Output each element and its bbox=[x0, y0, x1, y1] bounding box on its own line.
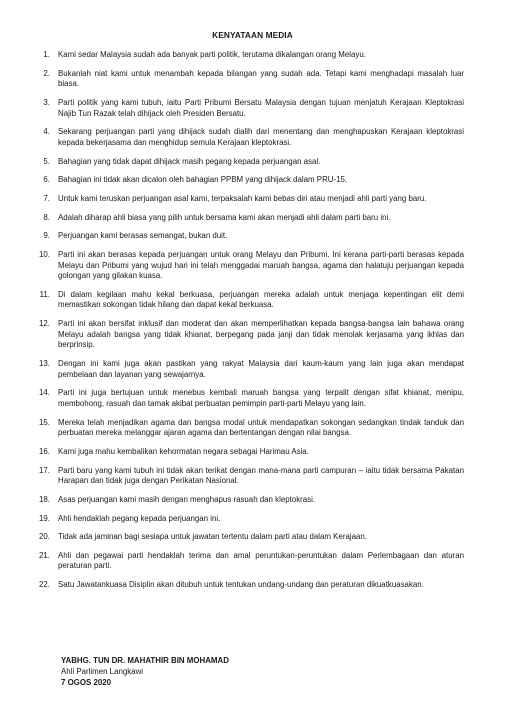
list-item bbox=[34, 69, 464, 90]
item-number: 3. bbox=[43, 97, 50, 107]
item-number: 21. bbox=[39, 550, 50, 560]
item-text: Asas perjuangan kami masih dengan menghapus rasuah dan kleptokrasi. bbox=[58, 494, 316, 504]
item-text: Sekarang perjuangan parti yang dihijack sudah dialih dari menentang dan menghapuskan Kerajaan kleptokrasi kepada bekerjasama dan menghidup semula Kerajaan kleptokrasi. bbox=[58, 127, 464, 147]
item-text: Satu Jawatankuasa Disiplin akan ditubuh untuk tentukan undang-undang dan peraturan dikuatkuasakan. bbox=[58, 580, 424, 590]
list-item bbox=[34, 231, 464, 242]
item-text: Kami juga mahu kembalikan kehormatan negara sebagai Harimau Asia. bbox=[58, 446, 309, 456]
item-number: 22. bbox=[39, 580, 50, 590]
list-item bbox=[34, 194, 464, 205]
list-item bbox=[34, 250, 464, 282]
list-item bbox=[34, 175, 464, 186]
signatory-name: YABHG. TUN DR. MAHATHIR BIN MOHAMAD bbox=[61, 656, 229, 665]
item-number: 6. bbox=[43, 175, 50, 185]
list-item bbox=[34, 514, 464, 525]
item-text: Parti ini akan berasas kepada perjuangan untuk orang Melayu dan Pribumi. Ini kerana parti-parti berasas kepada Melayu dan Pribumi yang wujud hari ini telah menggadai maruah bangsa, agama dan halatuju perjuangan kepada golongan yang gilakan kuasa. bbox=[58, 249, 464, 281]
list-item bbox=[34, 359, 464, 380]
statement-list bbox=[34, 50, 464, 599]
list-item bbox=[34, 388, 464, 409]
item-number: 5. bbox=[43, 156, 50, 166]
item-number: 20. bbox=[39, 532, 50, 542]
list-item bbox=[34, 213, 464, 224]
list-item bbox=[34, 466, 464, 487]
item-text: Ahli dan pegawai parti hendaklah terima dan amal peruntukan-peruntukan dalam Perlembagaan dan aturan peraturan parti. bbox=[58, 550, 464, 571]
document-title: KENYATAAN MEDIA bbox=[212, 30, 293, 40]
item-number: 16. bbox=[39, 446, 50, 456]
item-number: 11. bbox=[39, 289, 50, 299]
statement-date: 7 OGOS 2020 bbox=[61, 677, 112, 687]
list-item bbox=[34, 319, 464, 351]
item-text: Di dalam kegilaan mahu kekal berkuasa, perjuangan mereka adalah untuk menjaga kepentingan elit demi memastikan sokongan tidak hilang dan dapat kekal berkuasa. bbox=[58, 289, 464, 310]
list-item bbox=[34, 418, 464, 439]
item-number: 18. bbox=[39, 494, 50, 504]
item-text: Untuk kami teruskan perjuangan asal kami, terpaksalah kami bebas diri atau menjadi ahli parti yang baru. bbox=[58, 193, 427, 203]
list-item bbox=[34, 290, 464, 311]
list-item bbox=[34, 127, 464, 148]
list-item bbox=[34, 50, 464, 61]
item-text: Mereka telah menjadikan agama dan bangsa modal untuk mendapatkan sokongan sedangkan tindak tanduk dan perbuatan mereka melanggar ajaran agama dan bertentangan dengan nilai bangsa. bbox=[58, 417, 464, 438]
list-item bbox=[34, 157, 464, 168]
item-number: 17. bbox=[39, 465, 50, 475]
item-text: Parti ini juga bertujuan untuk menebus kembali maruah bangsa yang terpalit dengan sifat khianat, menipu, membohong, rasuah dan tamak akibat perbuatan pemimpin parti-parti Melayu yang lain. bbox=[58, 388, 464, 408]
item-text: Bukanlah niat kami untuk menambah kepada bilangan yang sudah ada. Tetapi kami menghadapi masalah luar biasa. bbox=[58, 68, 464, 89]
signature-block bbox=[61, 656, 229, 688]
item-text: Ahli hendaklah pegang kepada perjuangan ini. bbox=[58, 513, 221, 523]
item-text: Parti politik yang kami tubuh, iaitu Parti Pribumi Bersatu Malaysia dengan tujuan menjatuh Kerajaan Kleptokrasi Najib Tun Razak telah dihijack oleh Presiden Bersatu. bbox=[58, 97, 464, 118]
signatory-role: Ahli Parlimen Langkawi bbox=[61, 666, 144, 676]
list-item bbox=[34, 580, 464, 591]
item-number: 12. bbox=[39, 319, 50, 329]
list-item bbox=[34, 532, 464, 543]
item-text: Tidak ada jaminan bagi sesiapa untuk jawatan tertentu dalam parti atau dalam Kerajaan. bbox=[58, 532, 367, 542]
item-number: 9. bbox=[43, 231, 50, 241]
item-text: Dengan ini kami juga akan pastikan yang rakyat Malaysia dari kaum-kaum yang lain juga akan mendapat pembelaan dan layanan yang sewajarnya. bbox=[58, 359, 464, 379]
item-number: 19. bbox=[39, 513, 50, 523]
item-number: 14. bbox=[39, 388, 50, 398]
item-text: Perjuangan kami berasas semangat, bukan duit. bbox=[58, 231, 228, 241]
item-number: 13. bbox=[39, 359, 50, 368]
item-text: Adalah diharap ahli biasa yang pilih untuk bersama kami akan menjadi ahli dalam parti baru ini. bbox=[58, 212, 391, 222]
item-text: Bahagian ini tidak akan dicalon oleh bahagian PPBM yang dihijack dalam PRU-15. bbox=[58, 175, 348, 185]
list-item bbox=[34, 551, 464, 572]
item-text: Parti baru yang kami tubuh ini tidak akan terikat dengan mana-mana parti campuran – iaitu tidak bersama Pakatan Harapan dan tidak juga dengan Perikatan Nasional. bbox=[58, 465, 464, 486]
item-number: 10. bbox=[39, 249, 50, 259]
item-text: Bahagian yang tidak dapat dihijack masih pegang kepada perjuangan asal. bbox=[58, 156, 321, 166]
item-number: 1. bbox=[43, 50, 50, 59]
item-number: 2. bbox=[43, 68, 50, 78]
item-text: Kami sedar Malaysia sudah ada banyak parti politik, terutama dikalangan orang Melayu. bbox=[58, 50, 366, 59]
item-number: 15. bbox=[39, 417, 50, 427]
item-number: 4. bbox=[43, 127, 50, 137]
list-item bbox=[34, 447, 464, 458]
item-number: 7. bbox=[43, 193, 50, 203]
list-item bbox=[34, 98, 464, 119]
item-text: Parti ini akan bersifat inklusif dan moderat dan akan memperlihatkan kepada bangsa-bangsa lain bahawa orang Melayu adalah bangsa yang tidak khianat, berpegang pada janji dan tidak menolak kerjasama yang ikhlas dan berprinsip. bbox=[58, 319, 464, 350]
item-number: 8. bbox=[43, 212, 50, 222]
list-item bbox=[34, 495, 464, 506]
